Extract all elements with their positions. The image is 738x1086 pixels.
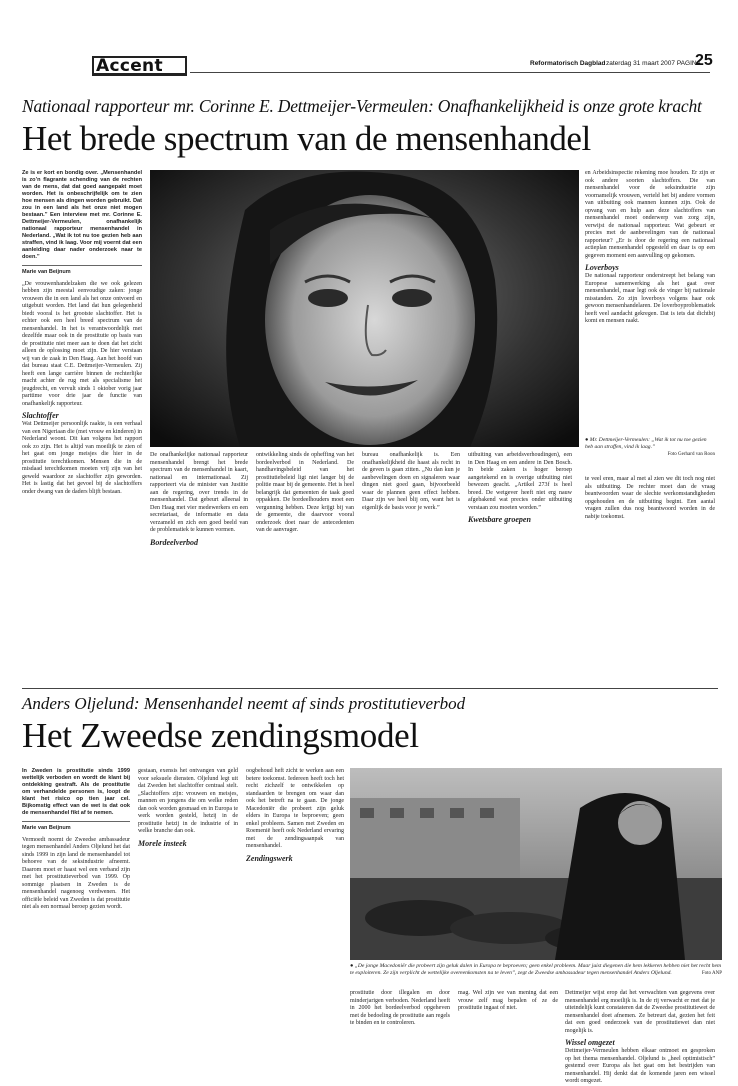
article1-lead: Ze is er kort en bondig over. „Mensenhandel is zo’n flagrante schending van de rechten van de mens, dat dat goed aangepakt moet worden. Het is onbeschrijfelijk om te zien hoe mensen als dingen worden gebruikt. Dat zou in een land als het onze niet mogen bestaan.” Een interview met mr. Corinne E. Dettmeijer-Vermeulen, onafhankelijk nationaal rapporteur mensenhandel in Nederland. „Wat ik tot nu toe gezien heb aan straffen, vind ik laag. Voor mij voernt dat een aanleiding daar nader onderzoek naar te doen.” (22, 170, 142, 260)
article2-photo-credit: Foto ANP (701, 971, 722, 976)
article2-subtitle: Anders Oljelund: Mensenhandel neemt af sinds prostitutieverbod (22, 694, 466, 713)
article1-text-d: ontwikkeling sinds de opheffing van het bordeelverbod in Nederland. De handhavingsbeleid van het prostitutiebeleid ligt niet langer bij de politie maar bij de gemeente. Het is heel belangrijk dat gemeenten de taak goed oppakken. De bordeelhouders moet een vergunning hebben. Deze krijgt bij van de gemeente, die daarvoor vooral onderzoek doet naar de antecedenten van de aanvrager. (256, 452, 354, 533)
article2-text-a: Vermoedt noemt de Zweedse ambassadeur tegen mensenhandel Anders Oljelund het dat sinds 1999 in zijn land de mensenhandel tot behoeve van de seksindustrie afneemt. Daarom moet er haast wel een verband zijn met het prostitutieverbod van 1999. Op sommige plaatsen in Zweden is de mensenhandel nagenoeg verdwenen. Het officiële beleid van Zweden is dat prostitutie niet als een normaal beroep gezien wordt. (22, 836, 130, 910)
article2-text-f: Dettmeijer wijst erop dat het verwachten van gegevens over mensenhandel erg moeilijk is. In de rij verwacht er met dat je uiteindelijk kunt constateren dat de Zweedse prostitutiewet de mensenhandel doet afnemen. Ze betreurt dat, gezien het feit dat een goed onderzoek van de prostitutiewet dan niet mogelijk is. (565, 990, 715, 1034)
article1-author: Marie van Beijnum (22, 265, 142, 277)
article1-column-1 (22, 170, 142, 690)
article1-column-4 (362, 452, 460, 684)
article1-text-g: te veel eren, maar al met al zien we dit toch nog niet als uitbuiting. De rechter moet dan de vraag beantwoorden waar de slechte werkomstandigheden opgehouden en de uitbuiting begint. Een aantal vragen zullen dus nog beantwoord worden in de nabije toekomst. (585, 476, 715, 520)
article1-text-e: bureau onafhankelijk is. Een onafhankelijkheid die haast als recht in de geven is gaan zitten. „Nu dan kun je aanbevelingen doen en signaleren waar dingen niet goed gaan, bijvoorbeeld waar de plannen geen effect hebben. Daar zijn we heel blij om, want het is eigenlijk de basis voor je werk.” (362, 452, 460, 511)
caption-bullet-icon: ● (585, 437, 590, 443)
article1-column-2 (150, 452, 248, 684)
header-rule (190, 72, 710, 73)
article1-column-3 (256, 452, 354, 684)
article2-author: Marie van Beijnum (22, 821, 130, 833)
article2-column-1 (22, 768, 130, 1058)
article1-text-b: Wat Dettmeijer persoonlijk raakte, is een verhaal van een Nigeriaan die (met vrouw en kinderen) in Nederland woont. Dit kan volgens het rapport ook zo zijn. Het is altijd van moeilijk te zien of het gaat om jonge meisjes die hier in de prostitutie terechtkomen. Mensen die in de misdaad terechtkomen moeten vrij zijn van het geweld waardoor ze slachtoffer zijn geworden. Het is lastig dat het gevoel bij de slachtoffers onder dwang van de daders blijft bestaan. (22, 421, 142, 495)
article2-subhead-morele: Morele insteek (138, 838, 187, 848)
article2-text-c: oogbehoud heft zicht te werken aan een betere toekomst. Iedereen heeft toch het recht zichzelf te ontwikkelen op standaarden te brengen om waar dan ook het betreft na te gaan. De jonge Macedoniër die probeert zijn geluk elders in Europa te beproeven; geen enkel probleem. Samen met Zweden en Roemenië heeft ook Nederland ervaring met de zendingsaanpak van mensenhandel. (246, 768, 344, 849)
portrait-photo-graphic (150, 170, 579, 447)
article2-column-4 (350, 990, 450, 1058)
section-title: Accent (96, 56, 163, 76)
article2-column-6b (565, 990, 715, 1084)
migrants-photo (350, 768, 722, 960)
article2-column-2 (138, 768, 238, 1058)
article1-column-7 (585, 170, 715, 432)
article2-text-b: gestaan, exensis het ontvangen van geld voor seksuele diensten. Oljelund legt uit dat Zweden het slachtoffer centraal stelt. „Slachtoffers zijn: vrouwen en meisjes, mannen en jongens die om welke reden dan ook worden gesmaad en in Europa te werk worden gesteld, hetzij in de prostitutie hetzij in de industrie of in welke branche dan ook. (138, 768, 238, 834)
issue-date: zaterdag 31 maart 2007 PAGINA (606, 60, 701, 67)
article1-text-h: en Arbeidsinspectie rekening moe houden. Er zijn er ook andere soorten slachtoffers. Die van mensenhandel voor de seksindustrie zijn voornamelijk vrouwen, verteld het bij andere vormen van uitbuiting ook mannen kunnen zijn. Ook de opvang van en hulp aan deze slachtoffers van mensenhandel moet onderwerp van zorg zijn, verwijst de nationaal rapporteur. Wat gebeurt er precies met de aanbevelingen van de nationaal rapporteur? „Er is door de regering een nationaal actieplan mensenhandel opgesteld en daar is op een gegeven moment een aanvulling op gekomen. (585, 170, 715, 259)
article1-caption-text: Mr. Dettmeijer-Vermeulen: „Wat ik tot nu toe gezien heb aan straffen, vind ik laag.” (585, 437, 707, 450)
article2-caption-text: „De jonge Macedoniër die probeert zijn geluk dalen in Europa te beproeven; geen enkel probleem. Maar juist diegenen die hem lekkeren hebben niet het recht hem te exploiteren. Ze zijn verplicht de wettelijke overeenkomsten na te leven”, zegt de Zweedse ambassadeur tegen mensenhandel Anders Oljelund. (350, 963, 722, 976)
article1-caption (585, 437, 715, 458)
article2-subhead-zendingswerk: Zendingswerk (246, 853, 293, 863)
article2-subhead-wissel: Wissel omgezet (565, 1038, 615, 1047)
article1-column-5 (468, 452, 572, 684)
article-divider (22, 688, 718, 689)
article2-text-e: mag. Wel zijn we van mening dat een vrouw zelf mag bepalen of ze de prostitutie ingaat of niet. (458, 990, 558, 1011)
article1-headline: Het brede spectrum van de mensenhandel (22, 119, 591, 158)
publication-name: Reformatorisch Dagblad (530, 60, 606, 67)
portrait-photo (150, 170, 579, 447)
article2-text-d: prostitutie door illegalen en door minderjarigen verboden. Nederland heeft in 2000 het bordeelverbod opgeheven met de bedoeling de prostitutie aan regels te binden en te controleren. (350, 990, 450, 1026)
article1-subhead-loverboys: Loverboys (585, 263, 619, 272)
article1-subhead-slachtoffer: Slachtoffer (22, 411, 59, 420)
article2-headline: Het Zweedse zendingsmodel (22, 716, 419, 755)
article2-text-g: Dettmeijer-Vermeulen hebben elkaar ontmoet en gesproken op het thema mensenhandel. Oljelund is „heel optimistisch” gestemd over Europa als het gaat om het bestrijden van mensenhandel. Hij denkt dat de komende jaren een wissel wordt omgezet. (565, 1048, 715, 1084)
article1-text-f: uitbuiting van arbeidsverhoudingen), een in Den Haag en een andere in Den Bosch. In beide zaken is hoger beroep aangetekend en is overige uitbuiting niet bewezen geacht. „Artikel 273f is heel breed. De wetgever heeft niet erg nauw afgebakend wat precies onder uitbuiting verstaan zou moeten worden.” (468, 452, 572, 511)
article2-lead: In Zweden is prostitutie sinds 1999 wettelijk verboden en wordt de klant bij ontdekking gestraft. Als de prostitutie om verhandelde personen is, loopt de klant het risico op tien jaar cel. Bijkomstig effect van de wet is dat ook de mensenhandel fikt af te nemen. (22, 768, 130, 816)
article2-column-5 (458, 990, 558, 1058)
article1-subhead-bordeelverbod: Bordeelverbod (150, 537, 198, 547)
page-number: 25 (695, 52, 713, 69)
migrants-photo-graphic (350, 768, 722, 960)
article1-text-c: De onafhankelijke nationaal rapporteur mensenhandel brengt het brede spectrum van de mensenhandel in kaart, nationaal en internationaal. Zij rapporteert via de minister van Justitie aan de regering, over trends in de mensenhandel. Dat gebeurt alleenal in Den Haag met vier medewerkers en een secretariaat, de informatie en data verzameld en zich een goed beeld van de problematiek te kunnen vormen. (150, 452, 248, 533)
article1-text-a: „De vrouwenhandelzaken die we ook gelezen hebben zijn meestal eenvoudige zaken: jonge vrouwen die in een land als het onze ontvoerd en uitgebuit worden. Het land dat hun gelegenheid biedt vooral is het grootste slachtoffer. Het is echter ook een heel breed spectrum van de mensenhandel. In het is verantwoordelijk met dezelfde maar ook in de prostitutie op basis van de prostitutie niet meer aan te doen dat het zicht alleen de oplossing moet zijn. De hier verstaan wij van de zaak in Den Haag. Aan het hoofd van dat bureau staat C.E. Dettmeijer-Vermeulen. Zij heeft een lange carrière binnen de rechterlijke macht achter de rug met als specialisme het jeugdrecht, en vervult sinds 1 oktober vorig jaar parttime voor drie jaar de functie van onafhankelijk rapporteur. (22, 280, 142, 407)
article1-subtitle: Nationaal rapporteur mr. Corinne E. Dettmeijer-Vermeulen: Onafhankelijkheid is onze grote kracht (22, 96, 702, 116)
article1-text-i: De nationaal rapporteur onderstreept het belang van Europese samenwerking als het gaat over mensenhandel, maar legt ook de vinger bij nationale misstanden. Zo zijn loverboys volgens haar ook gewoon mensenhandelaren. De loverboyproblematiek heeft veel aandacht gekregen. Dat is iets dat dichtbij komt en mensen raakt. (585, 273, 715, 324)
article2-column-3 (246, 768, 344, 1058)
page-header (0, 0, 738, 84)
article1-column-6 (585, 476, 715, 684)
article2-caption (350, 963, 722, 977)
article1-subhead-kwetsbare: Kwetsbare groepen (468, 515, 531, 524)
article1-photo-credit: Foto Gerhard van Roon (667, 452, 715, 457)
caption-bullet-icon: ● (350, 963, 355, 969)
